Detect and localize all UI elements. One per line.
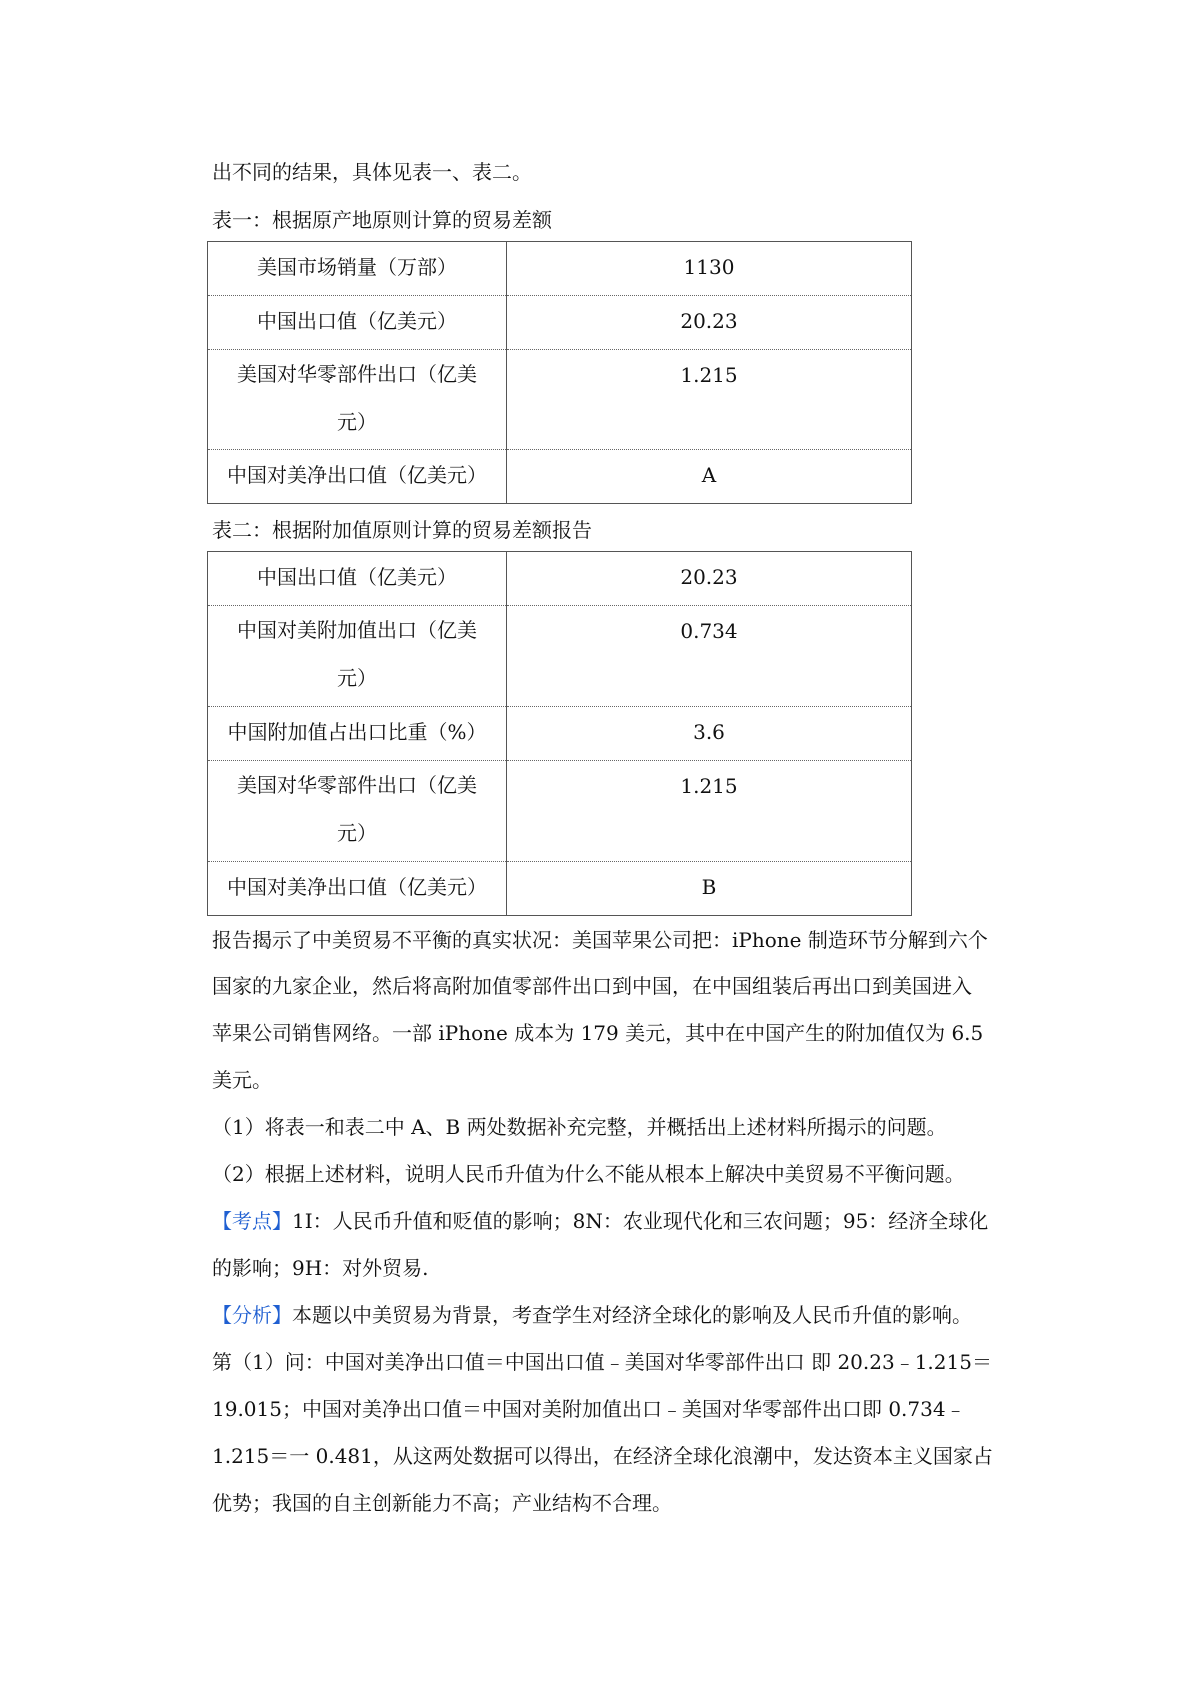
table-cell-value: A [701,463,717,487]
table2-caption: 表二：根据附加值原则计算的贸易差额报告 [212,518,592,542]
table-row [208,707,912,761]
table-row [208,296,912,350]
table-cell-label-line2: 元） [337,666,377,690]
table-cell-label: 中国对美净出口值（亿美元） [227,875,487,899]
table-cell-label-line1: 美国对华零部件出口（亿美 [237,362,477,386]
kaodian-tag: 【考点】 [212,1209,292,1233]
table1 [207,241,912,504]
report-line: 国家的九家企业，然后将高附加值零部件出口到中国，在中国组装后再出口到美国进入 [212,974,972,998]
table-row [208,350,912,450]
intro-line: 出不同的结果，具体见表一、表二。 [212,160,532,184]
fenxi-line [212,1301,1032,1329]
fenxi-tag: 【分析】 [212,1303,292,1327]
fenxi-text: 本题以中美贸易为背景，考查学生对经济全球化的影响及人民币升值的影响。 [292,1303,972,1327]
table-cell-value: 0.734 [680,619,738,643]
fenxi-body-line: 19.015；中国对美净出口值＝中国对美附加值出口﹣美国对华零部件出口即 0.734﹣ [212,1397,966,1421]
table-row [208,242,912,296]
table-row [208,606,912,707]
table-row [208,552,912,606]
table-cell-label: 中国对美净出口值（亿美元） [227,463,487,487]
table-row [208,450,912,504]
report-line: 美元。 [212,1068,272,1092]
table-cell-label-line1: 中国对美附加值出口（亿美 [237,618,477,642]
report-line: 报告揭示了中美贸易不平衡的真实状况：美国苹果公司把：iPhone 制造环节分解到六个 [212,928,988,952]
fenxi-body-line: 第（1）问：中国对美净出口值＝中国出口值﹣美国对华零部件出口 即 20.23﹣1.215＝ [212,1350,992,1374]
report-line: 苹果公司销售网络。一部 iPhone 成本为 179 美元，其中在中国产生的附加值仅为 6.5 [212,1021,984,1045]
table-cell-label-line2: 元） [337,821,377,845]
table-cell-label-line2: 元） [337,410,377,434]
table-cell-value: 20.23 [680,309,738,333]
table-cell-label: 中国附加值占出口比重（%） [227,720,487,744]
kaodian-line [212,1207,1032,1235]
table-row [208,862,912,916]
question-1: （1）将表一和表二中 A、B 两处数据补充完整，并概括出上述材料所揭示的问题。 [212,1115,947,1139]
question-2: （2）根据上述材料，说明人民币升值为什么不能从根本上解决中美贸易不平衡问题。 [212,1162,965,1186]
table1-caption: 表一：根据原产地原则计算的贸易差额 [212,208,552,232]
table-cell-value: 1.215 [680,363,738,387]
table-cell-value: 3.6 [693,720,725,744]
table-cell-value: 1.215 [680,774,738,798]
kaodian-line2: 的影响；9H：对外贸易. [212,1256,429,1280]
table-row [208,761,912,862]
fenxi-body-line: 优势；我国的自主创新能力不高；产业结构不合理。 [212,1491,672,1515]
table2 [207,551,912,916]
table-cell-label: 中国出口值（亿美元） [257,309,457,333]
fenxi-body-line: 1.215＝一 0.481，从这两处数据可以得出，在经济全球化浪潮中，发达资本主义国家占 [212,1444,993,1468]
table-cell-value: 20.23 [680,565,738,589]
table-cell-label: 中国出口值（亿美元） [257,565,457,589]
table-cell-value: 1130 [683,255,735,279]
table-cell-label: 美国市场销量（万部） [257,255,457,279]
table-cell-value: B [701,875,717,899]
table-cell-label-line1: 美国对华零部件出口（亿美 [237,773,477,797]
kaodian-text: 1I：人民币升值和贬值的影响；8N：农业现代化和三农问题；95：经济全球化 [292,1209,989,1233]
